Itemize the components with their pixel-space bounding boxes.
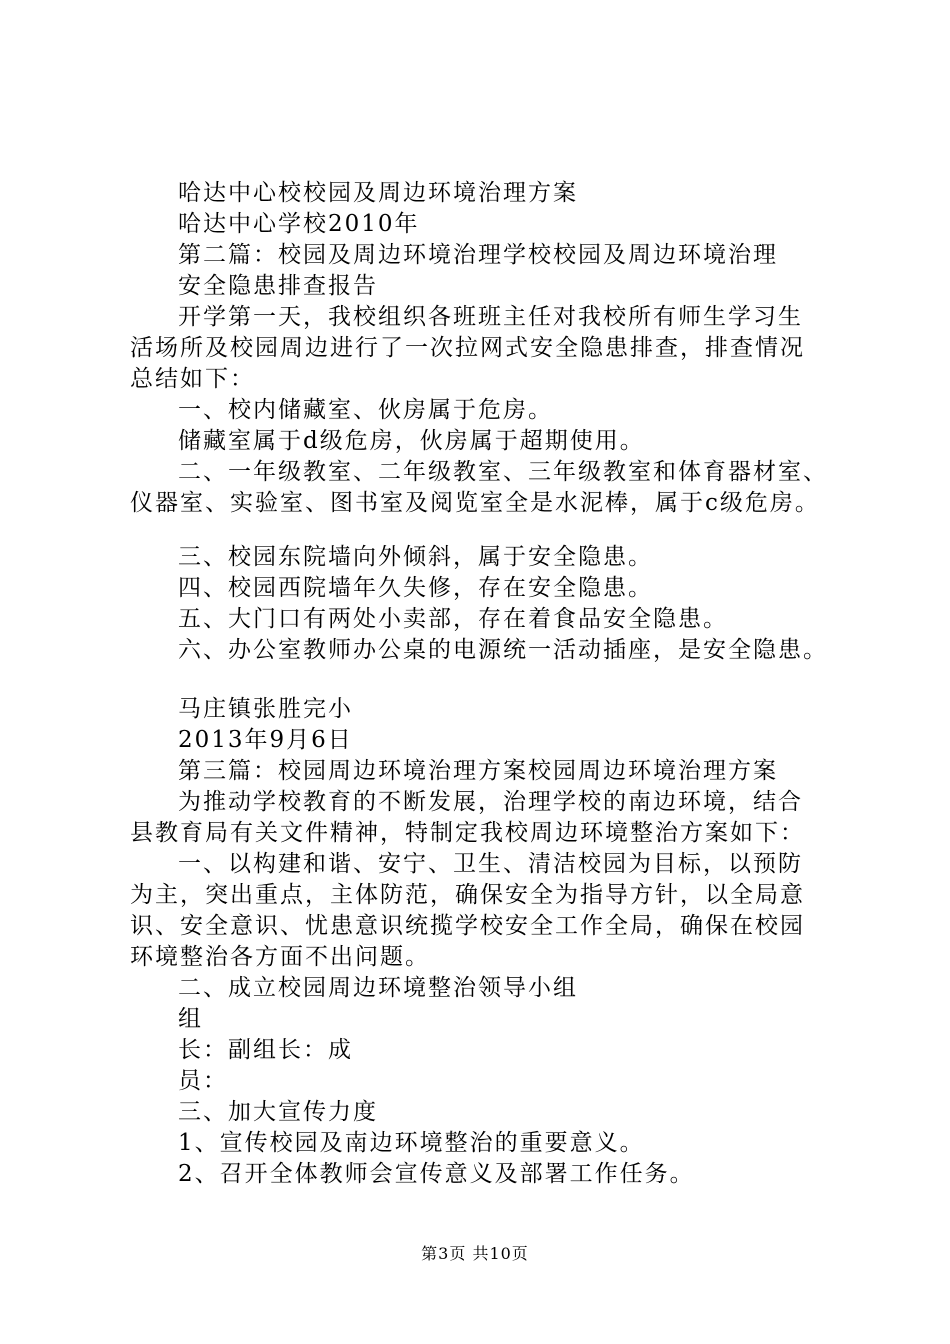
list-item: 1、宣传校园及南边环境整治的重要意义。 (178, 1130, 645, 1156)
paragraph-line: 为推动学校教育的不断发展，治理学校的南边环境，结合 (178, 789, 803, 815)
paragraph-line: 为主，突出重点，主体防范，确保安全为指导方针，以全局意 (130, 882, 805, 908)
list-item: 六、办公室教师办公桌的电源统一活动插座，是安全隐患。 (178, 637, 828, 663)
doc-line: 员： (178, 1068, 228, 1094)
section-heading: 第二篇：校园及周边环境治理学校校园及周边环境治理 (178, 242, 778, 268)
doc-line: 组 (178, 1006, 203, 1032)
doc-title: 哈达中心校校园及周边环境治理方案 (178, 180, 578, 206)
paragraph-line: 储藏室属于d级危房，伙房属于超期使用。 (178, 428, 645, 454)
list-item: 二、一年级教室、二年级教室、三年级教室和体育器材室、 (178, 459, 828, 485)
list-item: 一、校内储藏室、伙房属于危房。 (178, 397, 553, 423)
list-item: 一、以构建和谐、安宁、卫生、清洁校园为目标，以预防 (178, 851, 803, 877)
doc-line: 安全隐患排查报告 (178, 273, 378, 299)
paragraph-line: 县教育局有关文件精神，特制定我校周边环境整治方案如下： (130, 820, 805, 846)
doc-line: 哈达中心学校2010年 (178, 211, 420, 237)
paragraph-line: 识、安全意识、忧患意识统揽学校安全工作全局，确保在校园 (130, 913, 805, 939)
paragraph-line: 总结如下： (130, 366, 255, 392)
section-heading: 第三篇：校园周边环境治理方案校园周边环境治理方案 (178, 758, 778, 784)
doc-line: 长：副组长：成 (178, 1037, 353, 1063)
page-number: 第3页 共10页 (421, 1244, 529, 1263)
paragraph-line: 开学第一天，我校组织各班班主任对我校所有师生学习生 (178, 304, 803, 330)
date-line: 2013年9月6日 (178, 727, 353, 753)
paragraph-line: 活场所及校园周边进行了一次拉网式安全隐患排查，排查情况 (130, 335, 805, 361)
list-item: 五、大门口有两处小卖部，存在着食品安全隐患。 (178, 606, 728, 632)
signature-line: 马庄镇张胜完小 (178, 696, 353, 722)
list-item: 2、召开全体教师会宣传意义及部署工作任务。 (178, 1161, 695, 1187)
list-item: 三、校园东院墙向外倾斜，属于安全隐患。 (178, 544, 653, 570)
paragraph-line: 环境整治各方面不出问题。 (130, 944, 430, 970)
list-item: 三、加大宣传力度 (178, 1099, 378, 1125)
list-item: 二、成立校园周边环境整治领导小组 (178, 975, 578, 1001)
list-item: 四、校园西院墙年久失修，存在安全隐患。 (178, 575, 653, 601)
paragraph-line: 仪器室、实验室、图书室及阅览室全是水泥棒，属于c级危房。 (130, 490, 820, 516)
